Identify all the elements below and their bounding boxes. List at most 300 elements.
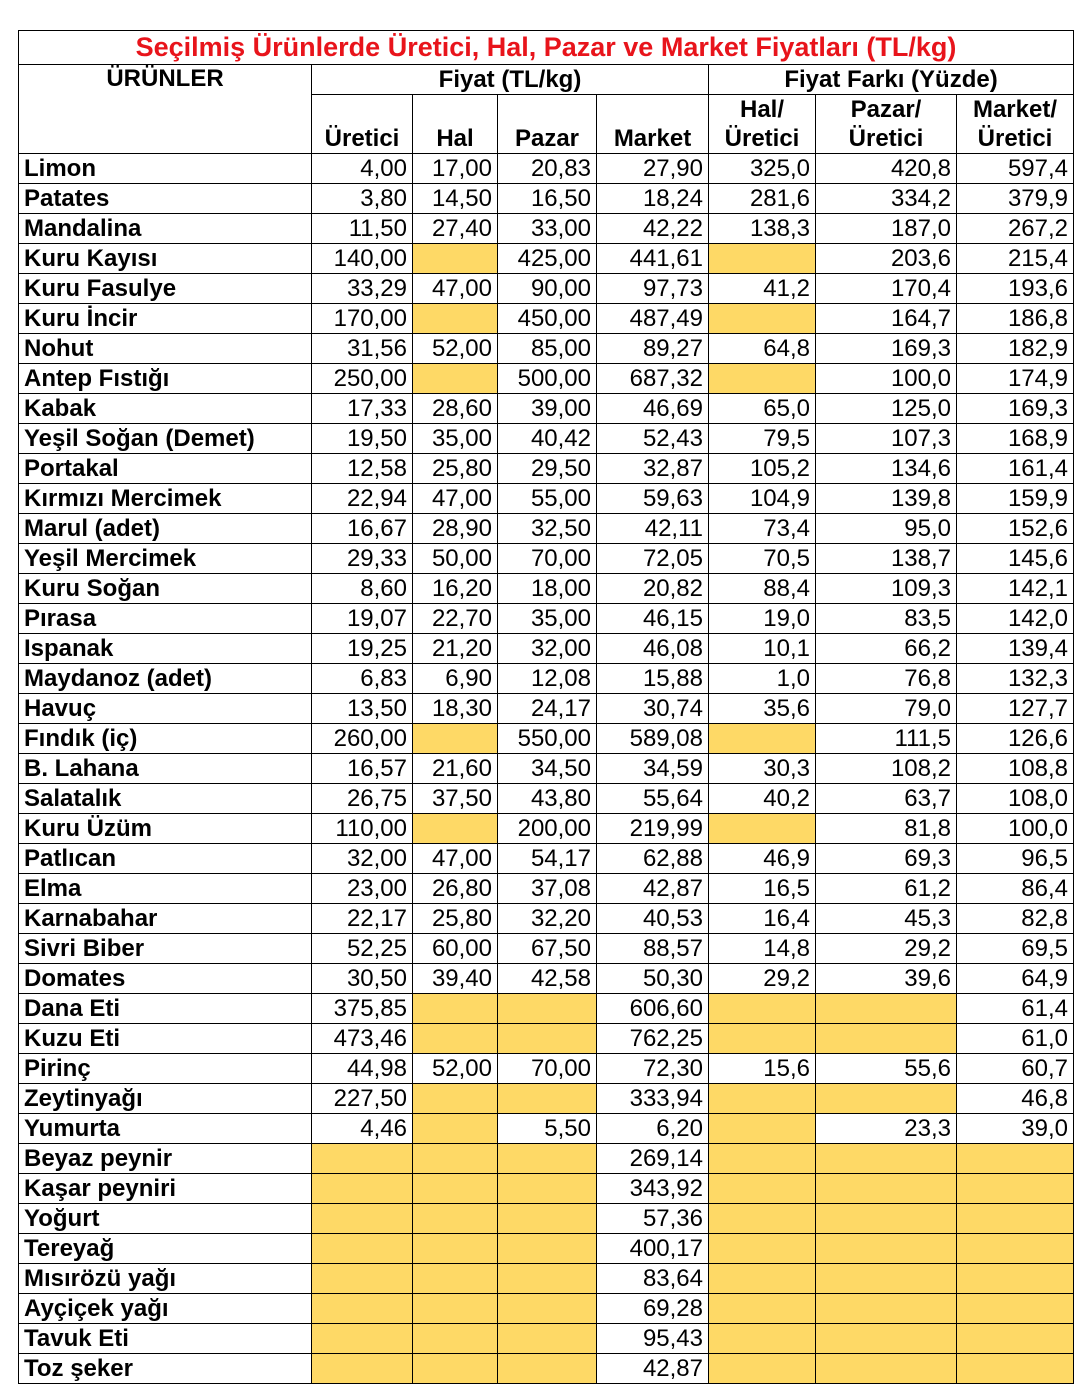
product-name: Beyaz peynir <box>19 1144 312 1174</box>
table-row <box>19 814 1074 844</box>
value-cell-market: 589,08 <box>597 724 709 754</box>
value-cell-market: 30,74 <box>597 694 709 724</box>
value-cell-market-uretici: 108,8 <box>957 754 1074 784</box>
value-cell-market: 606,60 <box>597 994 709 1024</box>
product-name: Kuzu Eti <box>19 1024 312 1054</box>
table-row <box>19 694 1074 724</box>
empty-cell <box>709 364 816 394</box>
value-cell-pazar-uretici: 139,8 <box>816 484 957 514</box>
value-cell-pazar-uretici: 61,2 <box>816 874 957 904</box>
value-cell-hal-uretici: 88,4 <box>709 574 816 604</box>
value-cell-pazar-uretici: 79,0 <box>816 694 957 724</box>
product-name: Kuru Üzüm <box>19 814 312 844</box>
table-row <box>19 1174 1074 1204</box>
value-cell-uretici: 30,50 <box>312 964 413 994</box>
value-cell-market-uretici: 169,3 <box>957 394 1074 424</box>
value-cell-hal: 52,00 <box>413 1054 498 1084</box>
value-cell-pazar-uretici: 125,0 <box>816 394 957 424</box>
table-row <box>19 634 1074 664</box>
table-row <box>19 664 1074 694</box>
empty-cell <box>413 1114 498 1144</box>
value-cell-market: 89,27 <box>597 334 709 364</box>
table-row <box>19 1204 1074 1234</box>
empty-cell <box>957 1204 1074 1234</box>
value-cell-market: 62,88 <box>597 844 709 874</box>
value-cell-market: 72,05 <box>597 544 709 574</box>
value-cell-uretici: 19,50 <box>312 424 413 454</box>
value-cell-market: 6,20 <box>597 1114 709 1144</box>
value-cell-pazar: 85,00 <box>498 334 597 364</box>
value-cell-market: 72,30 <box>597 1054 709 1084</box>
value-cell-uretici: 6,83 <box>312 664 413 694</box>
value-cell-hal: 47,00 <box>413 484 498 514</box>
value-cell-uretici: 19,25 <box>312 634 413 664</box>
column-header-market: Market <box>597 95 709 154</box>
value-cell-pazar: 12,08 <box>498 664 597 694</box>
value-cell-uretici: 33,29 <box>312 274 413 304</box>
product-name: Pirinç <box>19 1054 312 1084</box>
value-cell-pazar-uretici: 420,8 <box>816 154 957 184</box>
value-cell-pazar: 16,50 <box>498 184 597 214</box>
product-name: Yumurta <box>19 1114 312 1144</box>
empty-cell <box>413 814 498 844</box>
empty-cell <box>816 1084 957 1114</box>
empty-cell <box>709 1144 816 1174</box>
value-cell-hal: 37,50 <box>413 784 498 814</box>
value-cell-pazar-uretici: 83,5 <box>816 604 957 634</box>
value-cell-hal-uretici: 64,8 <box>709 334 816 364</box>
value-cell-hal-uretici: 16,4 <box>709 904 816 934</box>
value-cell-pazar-uretici: 111,5 <box>816 724 957 754</box>
empty-cell <box>413 994 498 1024</box>
empty-cell <box>709 1234 816 1264</box>
value-cell-market: 269,14 <box>597 1144 709 1174</box>
value-cell-hal: 21,60 <box>413 754 498 784</box>
value-cell-uretici: 170,00 <box>312 304 413 334</box>
value-cell-hal-uretici: 41,2 <box>709 274 816 304</box>
value-cell-market: 20,82 <box>597 574 709 604</box>
value-cell-hal: 28,60 <box>413 394 498 424</box>
value-cell-market: 50,30 <box>597 964 709 994</box>
value-cell-pazar: 33,00 <box>498 214 597 244</box>
value-cell-pazar: 37,08 <box>498 874 597 904</box>
value-cell-hal-uretici: 325,0 <box>709 154 816 184</box>
value-cell-market: 46,69 <box>597 394 709 424</box>
value-cell-hal: 52,00 <box>413 334 498 364</box>
value-cell-market: 46,15 <box>597 604 709 634</box>
table-row <box>19 1294 1074 1324</box>
value-cell-market-uretici: 174,9 <box>957 364 1074 394</box>
empty-cell <box>709 304 816 334</box>
value-cell-pazar-uretici: 23,3 <box>816 1114 957 1144</box>
price-group-header: Fiyat (TL/kg) <box>312 65 709 95</box>
value-cell-uretici: 11,50 <box>312 214 413 244</box>
empty-cell <box>498 994 597 1024</box>
value-cell-market-uretici: 152,6 <box>957 514 1074 544</box>
value-cell-uretici: 23,00 <box>312 874 413 904</box>
value-cell-pazar: 18,00 <box>498 574 597 604</box>
empty-cell <box>709 1114 816 1144</box>
value-cell-pazar: 39,00 <box>498 394 597 424</box>
empty-cell <box>709 814 816 844</box>
table-row <box>19 1024 1074 1054</box>
empty-cell <box>816 994 957 1024</box>
empty-cell <box>816 1354 957 1384</box>
table-row <box>19 244 1074 274</box>
value-cell-pazar: 34,50 <box>498 754 597 784</box>
empty-cell <box>413 1084 498 1114</box>
value-cell-hal-uretici: 105,2 <box>709 454 816 484</box>
product-name: Limon <box>19 154 312 184</box>
value-cell-hal-uretici: 19,0 <box>709 604 816 634</box>
value-cell-uretici: 250,00 <box>312 364 413 394</box>
product-name: B. Lahana <box>19 754 312 784</box>
value-cell-hal-uretici: 10,1 <box>709 634 816 664</box>
column-header-hal: Hal <box>413 95 498 154</box>
table-title: Seçilmiş Ürünlerde Üretici, Hal, Pazar ve Market Fiyatları (TL/kg) <box>19 31 1074 65</box>
value-cell-market-uretici: 182,9 <box>957 334 1074 364</box>
empty-cell <box>498 1024 597 1054</box>
value-cell-market: 32,87 <box>597 454 709 484</box>
value-cell-hal: 39,40 <box>413 964 498 994</box>
value-cell-market-uretici: 126,6 <box>957 724 1074 754</box>
value-cell-pazar: 32,00 <box>498 634 597 664</box>
value-cell-market-uretici: 100,0 <box>957 814 1074 844</box>
value-cell-hal: 47,00 <box>413 844 498 874</box>
empty-cell <box>957 1324 1074 1354</box>
value-cell-market-uretici: 139,4 <box>957 634 1074 664</box>
product-name: Fındık (iç) <box>19 724 312 754</box>
value-cell-market-uretici: 61,0 <box>957 1024 1074 1054</box>
value-cell-pazar-uretici: 76,8 <box>816 664 957 694</box>
product-name: Zeytinyağı <box>19 1084 312 1114</box>
product-name: Pırasa <box>19 604 312 634</box>
table-row <box>19 274 1074 304</box>
value-cell-pazar: 70,00 <box>498 1054 597 1084</box>
value-cell-uretici: 4,46 <box>312 1114 413 1144</box>
price-table <box>18 30 1074 1384</box>
value-cell-hal: 16,20 <box>413 574 498 604</box>
value-cell-pazar-uretici: 203,6 <box>816 244 957 274</box>
value-cell-market: 59,63 <box>597 484 709 514</box>
empty-cell <box>413 1354 498 1384</box>
value-cell-uretici: 17,33 <box>312 394 413 424</box>
value-cell-pazar: 500,00 <box>498 364 597 394</box>
value-cell-market-uretici: 96,5 <box>957 844 1074 874</box>
product-name: Toz şeker <box>19 1354 312 1384</box>
table-row <box>19 184 1074 214</box>
value-cell-hal: 28,90 <box>413 514 498 544</box>
value-cell-hal: 17,00 <box>413 154 498 184</box>
empty-cell <box>709 724 816 754</box>
product-name: Kabak <box>19 394 312 424</box>
value-cell-uretici: 19,07 <box>312 604 413 634</box>
value-cell-pazar: 550,00 <box>498 724 597 754</box>
value-cell-market: 15,88 <box>597 664 709 694</box>
value-cell-market: 687,32 <box>597 364 709 394</box>
empty-cell <box>709 994 816 1024</box>
empty-cell <box>413 1264 498 1294</box>
value-cell-pazar-uretici: 108,2 <box>816 754 957 784</box>
value-cell-hal-uretici: 79,5 <box>709 424 816 454</box>
table-row <box>19 424 1074 454</box>
table-row <box>19 724 1074 754</box>
table-row <box>19 1084 1074 1114</box>
empty-cell <box>498 1294 597 1324</box>
table-row <box>19 994 1074 1024</box>
empty-cell <box>709 1354 816 1384</box>
value-cell-market: 441,61 <box>597 244 709 274</box>
value-cell-market: 219,99 <box>597 814 709 844</box>
value-cell-hal: 26,80 <box>413 874 498 904</box>
value-cell-market: 27,90 <box>597 154 709 184</box>
value-cell-pazar: 24,17 <box>498 694 597 724</box>
value-cell-market: 57,36 <box>597 1204 709 1234</box>
table-row <box>19 484 1074 514</box>
value-cell-market: 487,49 <box>597 304 709 334</box>
value-cell-market: 69,28 <box>597 1294 709 1324</box>
value-cell-uretici: 31,56 <box>312 334 413 364</box>
value-cell-pazar-uretici: 100,0 <box>816 364 957 394</box>
empty-cell <box>709 1174 816 1204</box>
product-name: Ispanak <box>19 634 312 664</box>
empty-cell <box>816 1204 957 1234</box>
value-cell-pazar: 29,50 <box>498 454 597 484</box>
value-cell-hal: 27,40 <box>413 214 498 244</box>
value-cell-hal-uretici: 73,4 <box>709 514 816 544</box>
product-name: Yeşil Mercimek <box>19 544 312 574</box>
value-cell-uretici: 29,33 <box>312 544 413 574</box>
value-cell-market: 762,25 <box>597 1024 709 1054</box>
value-cell-market-uretici: 64,9 <box>957 964 1074 994</box>
value-cell-pazar: 20,83 <box>498 154 597 184</box>
value-cell-pazar: 32,50 <box>498 514 597 544</box>
table-row <box>19 544 1074 574</box>
value-cell-uretici: 22,17 <box>312 904 413 934</box>
value-cell-pazar-uretici: 81,8 <box>816 814 957 844</box>
value-cell-uretici: 13,50 <box>312 694 413 724</box>
value-cell-market-uretici: 142,1 <box>957 574 1074 604</box>
product-name: Elma <box>19 874 312 904</box>
value-cell-market-uretici: 193,6 <box>957 274 1074 304</box>
column-header-market-uretici: Market/ Üretici <box>957 95 1074 154</box>
empty-cell <box>413 1234 498 1264</box>
table-row <box>19 454 1074 484</box>
value-cell-market: 40,53 <box>597 904 709 934</box>
empty-cell <box>312 1264 413 1294</box>
value-cell-pazar: 425,00 <box>498 244 597 274</box>
value-cell-pazar-uretici: 63,7 <box>816 784 957 814</box>
value-cell-hal: 22,70 <box>413 604 498 634</box>
value-cell-pazar-uretici: 29,2 <box>816 934 957 964</box>
value-cell-market-uretici: 127,7 <box>957 694 1074 724</box>
table-row <box>19 154 1074 184</box>
column-header-uretici: Üretici <box>312 95 413 154</box>
empty-cell <box>413 1324 498 1354</box>
value-cell-pazar-uretici: 66,2 <box>816 634 957 664</box>
value-cell-market-uretici: 46,8 <box>957 1084 1074 1114</box>
value-cell-pazar: 35,00 <box>498 604 597 634</box>
table-row <box>19 1144 1074 1174</box>
empty-cell <box>413 1144 498 1174</box>
value-cell-hal-uretici: 14,8 <box>709 934 816 964</box>
value-cell-market: 55,64 <box>597 784 709 814</box>
value-cell-pazar: 55,00 <box>498 484 597 514</box>
value-cell-uretici: 8,60 <box>312 574 413 604</box>
value-cell-uretici: 3,80 <box>312 184 413 214</box>
table-row <box>19 1114 1074 1144</box>
empty-cell <box>498 1354 597 1384</box>
value-cell-pazar: 67,50 <box>498 934 597 964</box>
table-row <box>19 844 1074 874</box>
product-name: Havuç <box>19 694 312 724</box>
value-cell-hal: 35,00 <box>413 424 498 454</box>
empty-cell <box>957 1234 1074 1264</box>
value-cell-market-uretici: 145,6 <box>957 544 1074 574</box>
value-cell-pazar-uretici: 169,3 <box>816 334 957 364</box>
empty-cell <box>498 1234 597 1264</box>
product-name: Kaşar peyniri <box>19 1174 312 1204</box>
value-cell-market: 34,59 <box>597 754 709 784</box>
empty-cell <box>413 1294 498 1324</box>
table-row <box>19 364 1074 394</box>
empty-cell <box>413 244 498 274</box>
value-cell-hal-uretici: 40,2 <box>709 784 816 814</box>
diff-group-header: Fiyat Farkı (Yüzde) <box>709 65 1074 95</box>
product-name: Ayçiçek yağı <box>19 1294 312 1324</box>
value-cell-pazar: 5,50 <box>498 1114 597 1144</box>
product-name: Salatalık <box>19 784 312 814</box>
table-row <box>19 754 1074 784</box>
empty-cell <box>413 364 498 394</box>
value-cell-hal-uretici: 70,5 <box>709 544 816 574</box>
value-cell-market-uretici: 82,8 <box>957 904 1074 934</box>
empty-cell <box>709 1084 816 1114</box>
value-cell-hal-uretici: 1,0 <box>709 664 816 694</box>
value-cell-hal-uretici: 46,9 <box>709 844 816 874</box>
empty-cell <box>957 1174 1074 1204</box>
value-cell-hal-uretici: 65,0 <box>709 394 816 424</box>
value-cell-hal: 50,00 <box>413 544 498 574</box>
value-cell-market: 88,57 <box>597 934 709 964</box>
value-cell-uretici: 32,00 <box>312 844 413 874</box>
product-name: Dana Eti <box>19 994 312 1024</box>
value-cell-hal-uretici: 29,2 <box>709 964 816 994</box>
value-cell-pazar-uretici: 138,7 <box>816 544 957 574</box>
value-cell-market: 42,87 <box>597 1354 709 1384</box>
value-cell-pazar: 42,58 <box>498 964 597 994</box>
empty-cell <box>498 1144 597 1174</box>
value-cell-uretici: 12,58 <box>312 454 413 484</box>
empty-cell <box>957 1144 1074 1174</box>
value-cell-market: 400,17 <box>597 1234 709 1264</box>
table-row <box>19 1324 1074 1354</box>
value-cell-pazar-uretici: 334,2 <box>816 184 957 214</box>
value-cell-pazar: 450,00 <box>498 304 597 334</box>
empty-cell <box>816 1264 957 1294</box>
table-row <box>19 934 1074 964</box>
table-row <box>19 1054 1074 1084</box>
empty-cell <box>816 1174 957 1204</box>
value-cell-hal-uretici: 281,6 <box>709 184 816 214</box>
empty-cell <box>498 1264 597 1294</box>
value-cell-market: 46,08 <box>597 634 709 664</box>
value-cell-hal: 25,80 <box>413 454 498 484</box>
empty-cell <box>816 1294 957 1324</box>
value-cell-hal-uretici: 30,3 <box>709 754 816 784</box>
empty-cell <box>312 1234 413 1264</box>
value-cell-uretici: 16,67 <box>312 514 413 544</box>
value-cell-market-uretici: 159,9 <box>957 484 1074 514</box>
value-cell-pazar-uretici: 187,0 <box>816 214 957 244</box>
value-cell-uretici: 110,00 <box>312 814 413 844</box>
value-cell-pazar-uretici: 107,3 <box>816 424 957 454</box>
empty-cell <box>816 1144 957 1174</box>
empty-cell <box>312 1324 413 1354</box>
value-cell-uretici: 26,75 <box>312 784 413 814</box>
product-name: Portakal <box>19 454 312 484</box>
value-cell-market-uretici: 267,2 <box>957 214 1074 244</box>
value-cell-pazar-uretici: 45,3 <box>816 904 957 934</box>
product-name: Maydanoz (adet) <box>19 664 312 694</box>
value-cell-market-uretici: 39,0 <box>957 1114 1074 1144</box>
product-name: Mandalina <box>19 214 312 244</box>
table-row <box>19 604 1074 634</box>
empty-cell <box>709 1024 816 1054</box>
product-name: Kuru Kayısı <box>19 244 312 274</box>
value-cell-hal-uretici: 35,6 <box>709 694 816 724</box>
column-header-hal-uretici: Hal/ Üretici <box>709 95 816 154</box>
empty-cell <box>312 1144 413 1174</box>
value-cell-market-uretici: 132,3 <box>957 664 1074 694</box>
table-row <box>19 334 1074 364</box>
value-cell-market: 18,24 <box>597 184 709 214</box>
value-cell-pazar-uretici: 170,4 <box>816 274 957 304</box>
product-name: Kuru İncir <box>19 304 312 334</box>
value-cell-pazar: 32,20 <box>498 904 597 934</box>
value-cell-market: 42,11 <box>597 514 709 544</box>
table-row <box>19 784 1074 814</box>
empty-cell <box>957 1354 1074 1384</box>
table-row <box>19 214 1074 244</box>
value-cell-hal-uretici: 104,9 <box>709 484 816 514</box>
value-cell-pazar: 40,42 <box>498 424 597 454</box>
table-row <box>19 904 1074 934</box>
value-cell-uretici: 52,25 <box>312 934 413 964</box>
empty-cell <box>413 304 498 334</box>
value-cell-uretici: 22,94 <box>312 484 413 514</box>
value-cell-uretici: 44,98 <box>312 1054 413 1084</box>
value-cell-pazar-uretici: 55,6 <box>816 1054 957 1084</box>
empty-cell <box>413 1174 498 1204</box>
product-name: Yoğurt <box>19 1204 312 1234</box>
product-name: Kuru Fasulye <box>19 274 312 304</box>
value-cell-pazar-uretici: 69,3 <box>816 844 957 874</box>
column-header-pazar: Pazar <box>498 95 597 154</box>
empty-cell <box>709 244 816 274</box>
value-cell-pazar-uretici: 109,3 <box>816 574 957 604</box>
products-header: ÜRÜNLER <box>19 65 312 154</box>
value-cell-hal: 14,50 <box>413 184 498 214</box>
value-cell-hal: 60,00 <box>413 934 498 964</box>
product-name: Tereyağ <box>19 1234 312 1264</box>
empty-cell <box>312 1354 413 1384</box>
empty-cell <box>709 1264 816 1294</box>
value-cell-market: 95,43 <box>597 1324 709 1354</box>
product-name: Sivri Biber <box>19 934 312 964</box>
product-name: Marul (adet) <box>19 514 312 544</box>
table-row <box>19 574 1074 604</box>
